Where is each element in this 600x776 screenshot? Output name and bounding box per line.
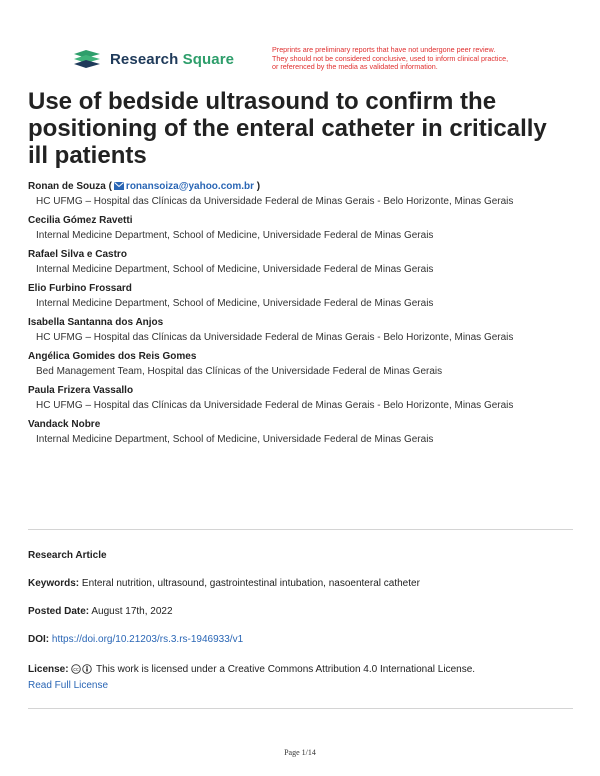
keywords-label: Keywords: [28, 578, 80, 589]
author-affiliation: Bed Management Team, Hospital das Clínicas of the Universidade Federal de Minas Gerais [36, 366, 443, 377]
article-type-text: Research Article [28, 550, 107, 561]
logo-word-research: Research [110, 50, 179, 68]
doi-row [28, 633, 573, 647]
license-label: License: [28, 664, 69, 675]
author-name: Isabella Santanna dos Anjos [28, 317, 164, 328]
author-list [28, 180, 568, 448]
preprint-disclaimer [272, 46, 552, 72]
disclaimer-line: Preprints are preliminary reports that have not undergone peer review. [272, 45, 496, 54]
doi-label: DOI: [28, 634, 50, 645]
author-email-wrapper: ( ronansoiza@yahoo.com.br ) [108, 181, 261, 192]
envelope-icon [114, 182, 124, 190]
author-name: Elio Furbino Frossard [28, 283, 132, 294]
research-square-logo-icon [72, 48, 102, 70]
author-affiliation: HC UFMG – Hospital das Clínicas da Universidade Federal de Minas Gerais - Belo Horizonte, Minas Gerais [36, 400, 514, 411]
logo-word-square: Square [182, 50, 235, 68]
page-header [72, 46, 542, 78]
author-affiliation: HC UFMG – Hospital das Clínicas da Universidade Federal de Minas Gerais - Belo Horizonte, Minas Gerais [36, 196, 514, 207]
logo-text [110, 51, 234, 68]
article-type [28, 549, 573, 563]
license-text: This work is licensed under a Creative Commons Attribution 4.0 International License. [95, 664, 476, 675]
license-row [28, 663, 573, 693]
research-square-logo[interactable] [72, 48, 234, 70]
posted-date-label: Posted Date: [28, 606, 90, 617]
author-affiliation: Internal Medicine Department, School of Medicine, Universidade Federal de Minas Gerais [36, 434, 434, 445]
author-name: Angélica Gomides dos Reis Gomes [28, 351, 197, 362]
disclaimer-line: They should not be considered conclusive, used to inform clinical practice, [272, 53, 509, 63]
section-divider [28, 708, 573, 709]
doi-link[interactable]: https://doi.org/10.21203/rs.3.rs-1946933/v1 [51, 634, 244, 645]
author-affiliation: Internal Medicine Department, School of Medicine, Universidade Federal de Minas Gerais [36, 298, 434, 309]
keywords-row [28, 577, 573, 591]
author-name: Vandack Nobre [28, 419, 101, 430]
posted-date-row [28, 605, 573, 619]
author-affiliation: Internal Medicine Department, School of Medicine, Universidade Federal de Minas Gerais [36, 230, 434, 241]
section-divider [28, 529, 573, 530]
author-name: Paula Frizera Vassallo [28, 385, 134, 396]
author-email-link[interactable]: ronansoiza@yahoo.com.br [125, 181, 255, 192]
creative-commons-icon [71, 664, 93, 679]
author-name: Cecilia Gómez Ravetti [28, 215, 133, 226]
posted-date-value: August 17th, 2022 [91, 606, 173, 617]
page-number: Page 1/14 [284, 748, 316, 757]
disclaimer-line: or referenced by the media as validated information. [272, 62, 438, 72]
author-affiliation: Internal Medicine Department, School of Medicine, Universidade Federal de Minas Gerais [36, 264, 434, 275]
svg-text:cc: cc [73, 667, 80, 674]
author-name: Rafael Silva e Castro [28, 249, 127, 260]
author-affiliation: HC UFMG – Hospital das Clínicas da Universidade Federal de Minas Gerais - Belo Horizonte, Minas Gerais [36, 332, 514, 343]
keywords-value: Enteral nutrition, ultrasound, gastrointestinal intubation, nasoenteral catheter [81, 578, 420, 589]
paper-title: Use of bedside ultrasound to confirm the positioning of the enteral catheter in critically ill patients [28, 88, 547, 169]
author-name-text: Ronan de Souza [28, 181, 106, 192]
read-full-license-link[interactable]: Read Full License [28, 680, 109, 691]
author-name [28, 180, 568, 193]
